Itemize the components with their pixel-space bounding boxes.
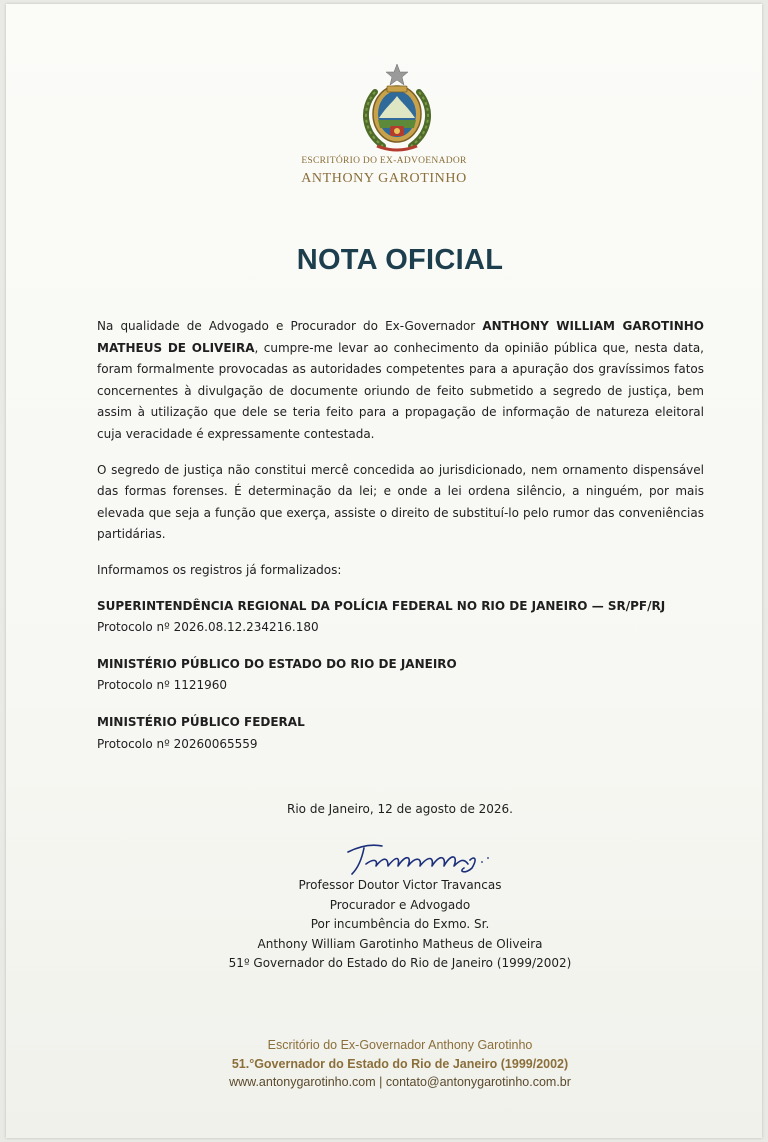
principal-name: Anthony William Garotinho Matheus de Oliveira [257, 936, 543, 951]
registro-protocolo: Protocolo nº 1121960 [97, 678, 228, 693]
principal-title: 51º Governador do Estado do Rio de Janeiro (1999/2002) [228, 956, 572, 971]
footer-website-link[interactable]: www.antonygarotinho.com [229, 1075, 376, 1089]
registro-item [97, 654, 704, 697]
paragraph-registros-intro: Informamos os registros já formalizados: [97, 562, 342, 577]
document-date: Rio de Janeiro, 12 de agosto de 2026. [287, 802, 513, 816]
registro-item [97, 596, 704, 639]
footer-contacts [0, 1073, 768, 1092]
handwritten-signature [338, 838, 498, 878]
document-title: NOTA OFICIAL [296, 244, 504, 276]
document-body [97, 316, 704, 770]
footer-email-link[interactable]: contato@antonygarotinho.com.br [385, 1075, 571, 1089]
registro-protocolo: Protocolo nº 2026.08.12.234216.180 [97, 620, 319, 635]
footer-office: Escritório do Ex-Governador Anthony Garotinho [267, 1038, 533, 1052]
registro-orgao: SUPERINTENDÊNCIA REGIONAL DA POLÍCIA FEDERAL NO RIO DE JANEIRO — SR/PF/RJ [97, 598, 666, 613]
letterhead-office-name: ANTHONY GAROTINHO [301, 171, 467, 186]
paragraph-intro-rest: , cumpre-me levar ao conhecimento da opinião pública que, nesta data, foram formalmente provocadas as autoridades competentes para a apuração dos gravíssimos fatos concernentes à divulgação de documente oriundo de feito submetido a segredo de justiça, bem assim à utilização que dele se teria feito para a propagação de informação de natureza eleitoral cuja veracidade é expressamente contestada. [97, 340, 704, 441]
registro-item [97, 712, 704, 755]
letterhead-footer [0, 1036, 768, 1092]
signer-name: Professor Doutor Victor Travancas [298, 878, 502, 892]
registro-orgao: MINISTÉRIO PÚBLICO FEDERAL [97, 714, 305, 729]
paragraph-intro [97, 316, 704, 446]
letterhead-office-label: ESCRITÓRIO DO EX-ADVOENADOR [301, 156, 467, 166]
registro-orgao: MINISTÉRIO PÚBLICO DO ESTADO DO RIO DE JANEIRO [97, 656, 457, 671]
paragraph-intro-lead: Na qualidade de Advogado e Procurador do Ex-Governador [97, 319, 483, 333]
signature-block [0, 876, 768, 974]
signer-mandate: Por incumbência do Exmo. Sr. [310, 917, 490, 932]
client-name: ANTHONY WILLIAM GAROTINHO MATHEUS DE OLIVEIRA [97, 319, 704, 355]
coat-of-arms-icon [357, 62, 437, 154]
footer-separator: | [379, 1075, 383, 1089]
signer-role: Procurador e Advogado [329, 897, 471, 912]
footer-governor: 51.°Governador do Estado do Rio de Janeiro (1999/2002) [231, 1056, 569, 1071]
registro-protocolo: Protocolo nº 20260065559 [97, 736, 258, 751]
paragraph-segredo: O segredo de justiça não constitui mercê concedida ao jurisdicionado, nem ornamento dispensável das formas forenses. É determinação da lei; e onde a lei ordena silêncio, a ninguém, por mais elevada que seja a função que exerça, assiste o direito de substituí-lo pelo rumor das conveniências partidárias. [97, 462, 704, 542]
